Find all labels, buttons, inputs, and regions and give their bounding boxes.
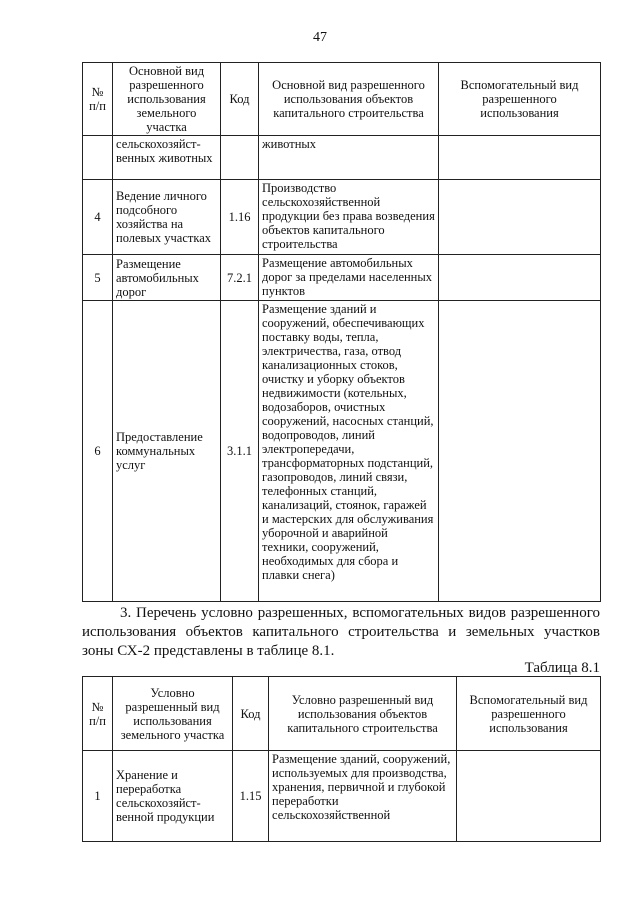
table-row bbox=[83, 255, 601, 301]
header-code: Код bbox=[233, 677, 269, 751]
cell-land-use: Ведение личного подсобного хозяйства на полевых участках bbox=[113, 180, 221, 255]
cell-capital-use: Производство сельскохозяйственной продукции без права возведения объектов капитального строительства bbox=[259, 180, 439, 255]
cell-aux-use bbox=[457, 751, 601, 842]
header-aux: Вспомогательный вид разрешенного использования bbox=[457, 677, 601, 751]
header-cond-capital: Условно разрешенный вид использования объектов капитального строительства bbox=[269, 677, 457, 751]
cell-num: 5 bbox=[83, 255, 113, 301]
cell-capital-use: животных bbox=[259, 136, 439, 180]
land-use-table bbox=[82, 62, 601, 602]
cell-code: 1.16 bbox=[221, 180, 259, 255]
cell-num: 6 bbox=[83, 301, 113, 602]
cell-num bbox=[83, 136, 113, 180]
cell-capital-use: Размещение автомобильных дорог за пределами населенных пунктов bbox=[259, 255, 439, 301]
cell-num: 4 bbox=[83, 180, 113, 255]
table-row bbox=[83, 136, 601, 180]
cell-num: 1 bbox=[83, 751, 113, 842]
page-number: 47 bbox=[313, 30, 327, 45]
conditional-use-table bbox=[82, 676, 601, 842]
header-main-capital: Основной вид разрешенного использования объектов капитального строительства bbox=[259, 63, 439, 136]
header-num: № п/п bbox=[83, 677, 113, 751]
header-main-land: Основной вид разрешенного использования земельного участка bbox=[113, 63, 221, 136]
cell-code: 7.2.1 bbox=[221, 255, 259, 301]
cell-code: 3.1.1 bbox=[221, 301, 259, 602]
cell-aux-use bbox=[439, 180, 601, 255]
table-row bbox=[83, 301, 601, 602]
header-aux: Вспомогательный вид разрешенного использования bbox=[439, 63, 601, 136]
table-row bbox=[83, 180, 601, 255]
cell-code: 1.15 bbox=[233, 751, 269, 842]
cell-land-use: Размещение автомобильных дорог bbox=[113, 255, 221, 301]
cell-aux-use bbox=[439, 136, 601, 180]
header-code: Код bbox=[221, 63, 259, 136]
header-num: № п/п bbox=[83, 63, 113, 136]
paragraph-text: 3. Перечень условно разрешенных, вспомогательных видов разрешенного использования объектов капитального строительства и земельных участков зоны СХ-2 представлены в таблице 8.1. bbox=[82, 605, 600, 659]
header-cond-land: Условно разрешенный вид использования земельного участка bbox=[113, 677, 233, 751]
cell-aux-use bbox=[439, 301, 601, 602]
table-header-row bbox=[83, 677, 601, 751]
cell-aux-use bbox=[439, 255, 601, 301]
cell-capital-use: Размещение зданий, сооружений, используемых для производства, хранения, первичной и глубокой переработки сельскохозяйственной bbox=[269, 751, 457, 842]
cell-land-use: сельскохозяйст-венных животных bbox=[113, 136, 221, 180]
table-caption: Таблица 8.1 bbox=[524, 660, 600, 676]
table-row bbox=[83, 751, 601, 842]
cell-land-use: Предоставление коммунальных услуг bbox=[113, 301, 221, 602]
table-header-row bbox=[83, 63, 601, 136]
cell-capital-use: Размещение зданий и сооружений, обеспечивающих поставку воды, тепла, электричества, газа, отвод канализационных стоков, очистку и уборку объектов недвижимости (котельных, водозаборов, очистных сооружений, насосных станций, водопроводов, линий электропередачи, трансформаторных подстанций, газопроводов, линий связи, телефонных станций, канализаций, стоянок, гаражей и мастерских для обслуживания уборочной и аварийной техники, сооружений, необходимых для сбора и плавки снега) bbox=[259, 301, 439, 602]
cell-code bbox=[221, 136, 259, 180]
cell-land-use: Хранение и переработка сельскохозяйст-венной продукции bbox=[113, 751, 233, 842]
